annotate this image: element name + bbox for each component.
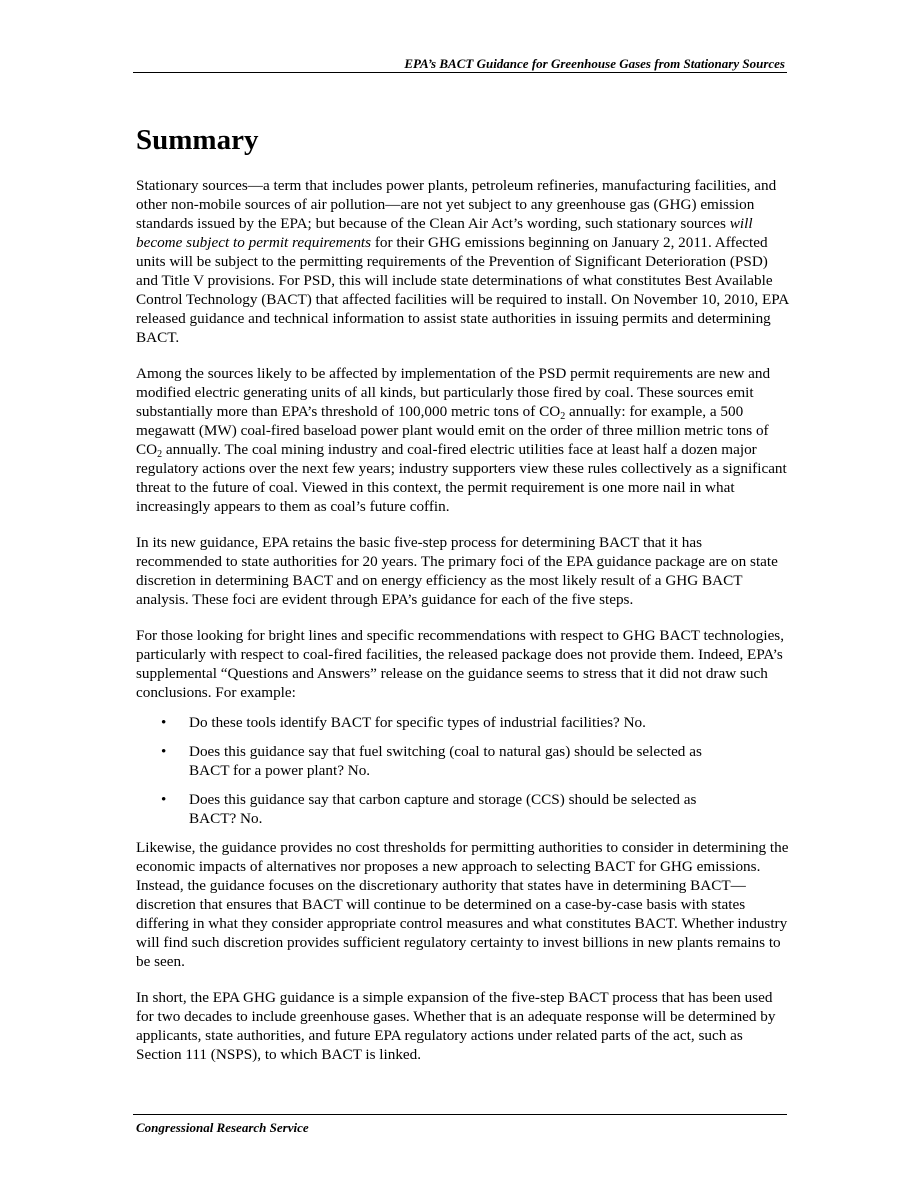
paragraph-3: In its new guidance, EPA retains the basic five-step process for determining BACT that it has recommended to state authorities for 20 years. The primary foci of the EPA guidance package are on state discretion in determining BACT and on energy efficiency as the most likely result of a GHG BACT analysis. These foci are evident through EPA’s guidance for each of the five steps. bbox=[136, 534, 778, 608]
list-item: • Does this guidance say that fuel switching (coal to natural gas) should be selected as BACT for a power plant? No. bbox=[161, 743, 702, 779]
bullet-icon: • bbox=[161, 791, 167, 808]
page-title: Summary bbox=[136, 124, 259, 156]
bullet-icon: • bbox=[161, 714, 167, 731]
footer-rule bbox=[133, 1114, 787, 1115]
emphasis-text: will become subject to permit requirements bbox=[136, 215, 753, 251]
list-item: • Do these tools identify BACT for specific types of industrial facilities? No. bbox=[161, 714, 646, 731]
summary-body bbox=[136, 176, 790, 1064]
paragraph-2: Among the sources likely to be affected by implementation of the PSD permit requirements are new and modified electric generating units of all kinds, but particularly those fired by coal. These sources emit substantially more than EPA’s threshold of 100,000 metric tons of $CO_2$ annually: for example, a 500 megawatt (MW) coal-fired baseload power plant would emit on the order of three million metric tons of $CO_2$ annually. The coal mining industry and coal-fired electric utilities face at least half a dozen major regulatory actions over the next few years; industry supporters view these rules collectively as a significant threat to the future of coal. Viewed in this context, the permit requirement is one more nail in what increasingly appears to them as coal’s future coffin. bbox=[136, 365, 787, 515]
running-header: EPA’s BACT Guidance for Greenhouse Gases from Stationary Sources bbox=[404, 56, 785, 71]
list-item: • Does this guidance say that carbon capture and storage (CCS) should be selected as BACT? No. bbox=[161, 791, 697, 827]
footer-organization: Congressional Research Service bbox=[136, 1120, 309, 1135]
header-rule bbox=[133, 72, 787, 73]
paragraph-4: For those looking for bright lines and specific recommendations with respect to GHG BACT technologies, particularly with respect to coal-fired facilities, the released package does not provide them. Indeed, EPA’s supplemental “Questions and Answers” release on the guidance seems to stress that it did not draw such conclusions. For example: bbox=[136, 627, 785, 701]
question-list bbox=[136, 713, 790, 828]
bullet-icon: • bbox=[161, 743, 167, 760]
paragraph-1: Stationary sources—a term that includes power plants, petroleum refineries, manufacturing facilities, and other non-mobile sources of air pollution—are not yet subject to any greenhouse gas (GHG) emission standards issued by the EPA; but because of the Clean Air Act’s wording, such stationary sources will become subject to permit requirements for their GHG emissions beginning on January 2, 2011. Affected units will be subject to the permitting requirements of the Prevention of Significant Deterioration (PSD) and Title V provisions. For PSD, this will include state determinations of what constitutes Best Available Control Technology (BACT) that affected facilities will be required to install. On November 10, 2010, EPA released guidance and technical information to assist state authorities in issuing permits and determining BACT. bbox=[136, 177, 789, 346]
paragraph-5: Likewise, the guidance provides no cost thresholds for permitting authorities to consider in determining the economic impacts of alternatives nor proposes a new approach to selecting BACT for GHG emissions. Instead, the guidance focuses on the discretionary authority that states have in determining BACT—discretion that ensures that BACT will continue to be determined on a case-by-case basis with states differing in what they consider appropriate control measures and what constitutes BACT. Whether industry will find such discretion provides sufficient regulatory certainty to invest billions in new plants remains to be seen. bbox=[136, 839, 789, 970]
paragraph-6: In short, the EPA GHG guidance is a simple expansion of the five-step BACT process that has been used for two decades to include greenhouse gases. Whether that is an adequate response will be determined by applicants, state authorities, and future EPA regulatory actions under related parts of the act, such as Section 111 (NSPS), to which BACT is linked. bbox=[136, 989, 776, 1063]
